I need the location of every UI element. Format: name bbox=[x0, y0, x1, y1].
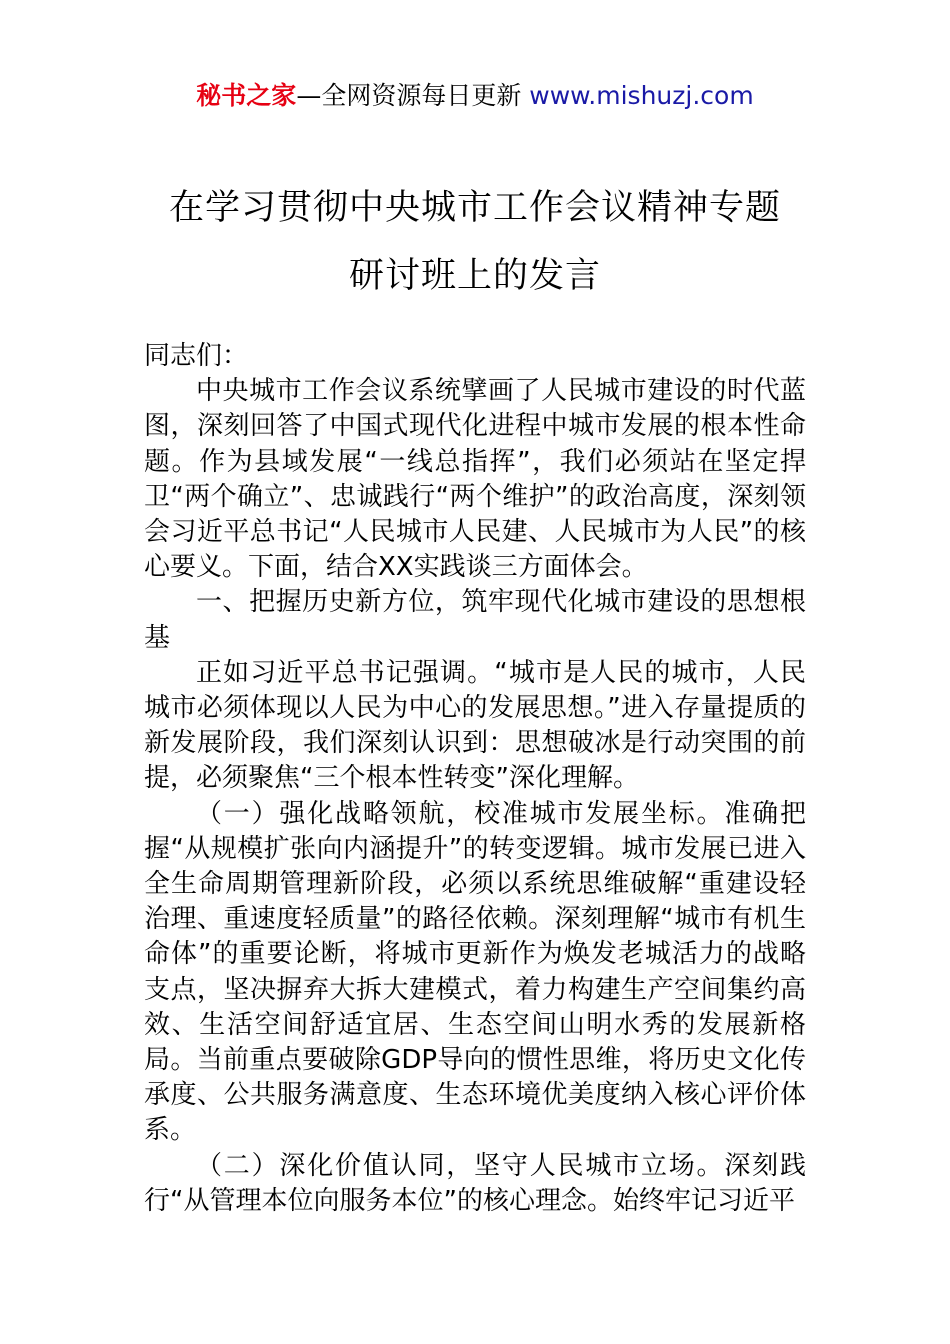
site-header bbox=[0, 78, 950, 114]
paragraph-intro: 中央城市工作会议系统擘画了人民城市建设的时代蓝图，深刻回答了中国式现代化进程中城市发展的根本性命题。作为县域发展“一线总指挥”，我们必须站在坚定捍卫“两个确立”、忠诚践行“两个维护”的政治高度，深刻领会习近平总书记“人民城市人民建、人民城市为人民”的核心要义。下面，结合XX实践谈三方面体会。 bbox=[144, 376, 806, 583]
title-line-2: 研讨班上的发言 bbox=[348, 256, 601, 296]
site-url-link[interactable]: www.mishuzj.com bbox=[529, 81, 754, 110]
document-body bbox=[144, 339, 806, 1219]
paragraph-section-1: 正如习近平总书记强调。“城市是人民的城市，人民城市必须体现以人民为中心的发展思想。”进入存量提质的新发展阶段，我们深刻认识到：思想破冰是行动突围的前提，必须聚焦“三个根本性转变”深化理解。 bbox=[144, 657, 806, 794]
site-brand: 秘书之家 bbox=[196, 81, 297, 110]
paragraph-subsection-2: （二）深化价值认同，坚守人民城市立场。深刻践行“从管理本位向服务本位”的核心理念。始终牢记习近平 bbox=[144, 1150, 806, 1216]
section-heading-1: 一、把握历史新方位，筑牢现代化城市建设的思想根基 bbox=[144, 587, 806, 653]
site-tagline: —全网资源每日更新 bbox=[296, 81, 530, 110]
document-title bbox=[0, 174, 950, 310]
title-line-1: 在学习贯彻中央城市工作会议精神专题 bbox=[168, 188, 781, 228]
salutation: 同志们： bbox=[144, 341, 249, 371]
paragraph-subsection-1: （一）强化战略领航，校准城市发展坐标。准确把握“从规模扩张向内涵提升”的转变逻辑。城市发展已进入全生命周期管理新阶段，必须以系统思维破解“重建设轻治理、重速度轻质量”的路径依赖。深刻理解“城市有机生命体”的重要论断，将城市更新作为焕发老城活力的战略支点，坚决摒弃大拆大建模式，着力构建生产空间集约高效、生活空间舒适宜居、生态空间山明水秀的发展新格局。当前重点要破除GDP导向的惯性思维，将历史文化传承度、公共服务满意度、生态环境优美度纳入核心评价体系。 bbox=[144, 798, 806, 1146]
